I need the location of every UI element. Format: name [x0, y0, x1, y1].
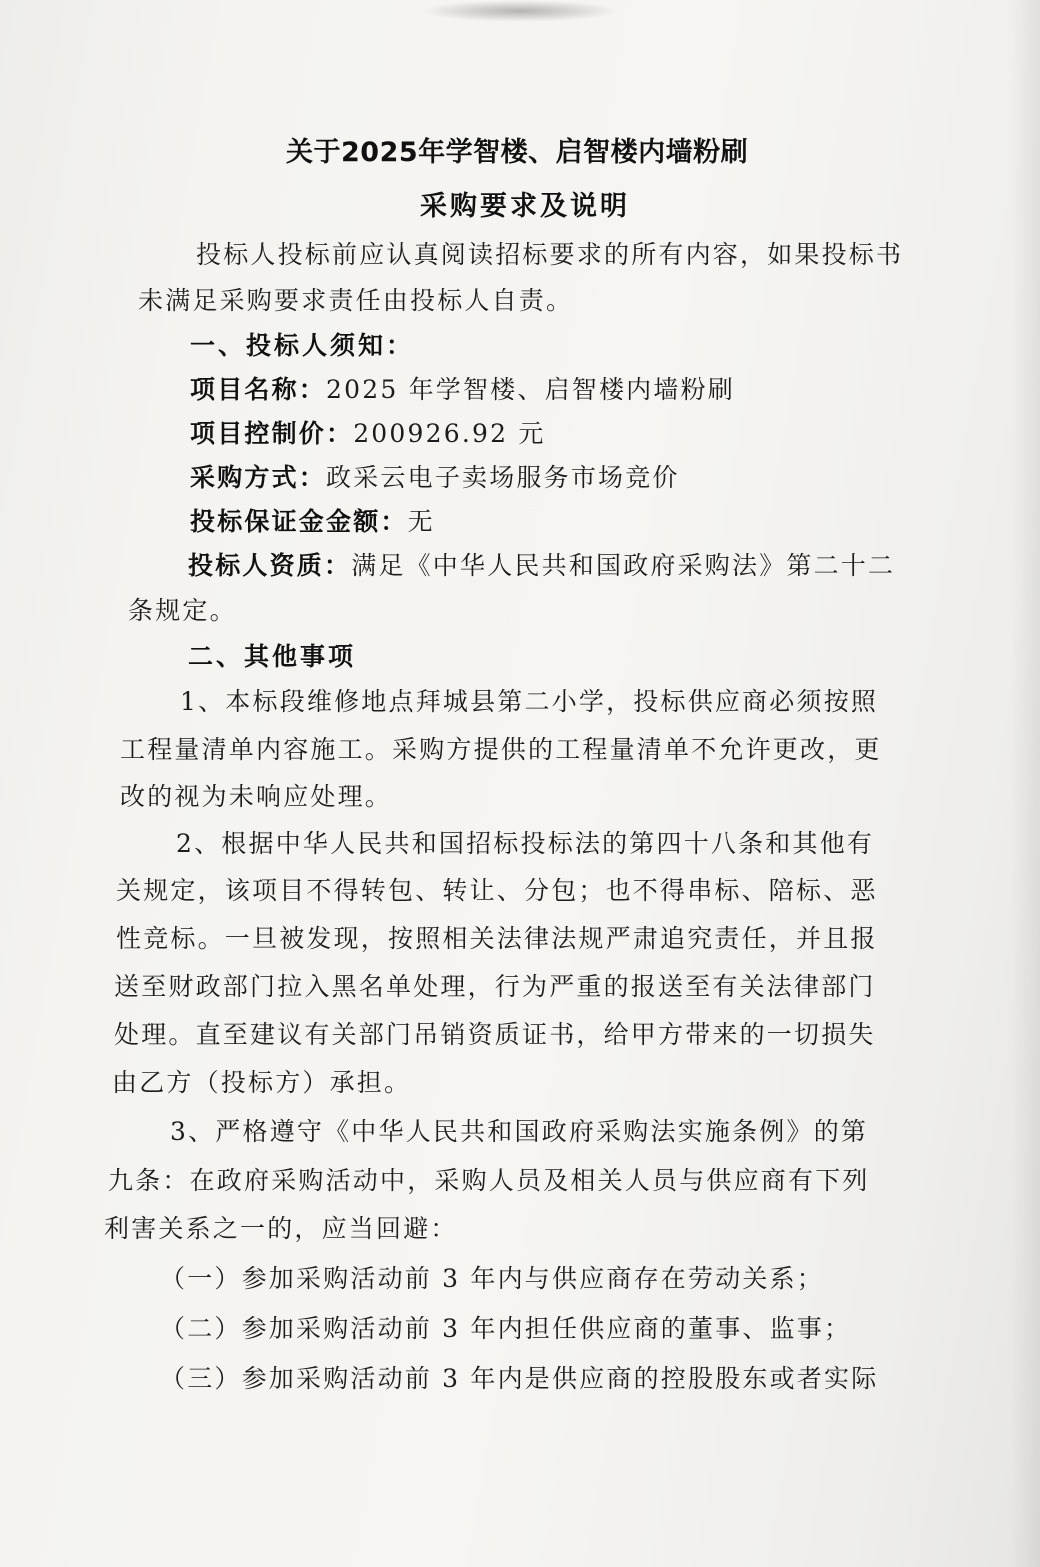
item3-line: 九条：在政府采购活动中，采购人员及相关人员与供应商有下列	[108, 1166, 870, 1195]
field-value: 政采云电子卖场服务市场竞价	[326, 463, 680, 492]
field-deposit	[190, 505, 435, 539]
item2-line: 关规定，该项目不得转包、转让、分包；也不得串标、陪标、恶	[116, 876, 878, 905]
item2-line: 性竞标。一旦被发现，按照相关法律法规严肃追究责任，并且报	[116, 924, 878, 953]
sub-item-line: （一）参加采购活动前 3 年内与供应商存在劳动关系；	[160, 1264, 825, 1293]
field-procurement-method	[190, 461, 680, 495]
sub-item-line: （二）参加采购活动前 3 年内担任供应商的董事、监事；	[160, 1314, 852, 1343]
item2-line: 处理。直至建议有关部门吊销资质证书，给甲方带来的一切损失	[114, 1020, 876, 1049]
item3-line: 3、严格遵守《中华人民共和国政府采购法实施条例》的第	[170, 1117, 869, 1146]
intro-line: 未满足采购要求责任由投标人自责。	[138, 286, 574, 315]
doc-title-line1: 关于2025年学智楼、启智楼内墙粉刷	[286, 137, 749, 168]
field-label: 投标人资质：	[188, 551, 352, 580]
field-value: 满足《中华人民共和国政府采购法》第二十二	[351, 551, 896, 580]
field-label: 投标保证金金额：	[190, 507, 408, 536]
field-label: 项目控制价：	[190, 419, 354, 448]
item3-line: 利害关系之一的，应当回避：	[104, 1214, 458, 1243]
item1-line: 1、本标段维修地点拜城县第二小学，投标供应商必须按照	[180, 687, 879, 716]
item2-line: 送至财政部门拉入黑名单处理，行为严重的报送至有关法律部门	[114, 972, 876, 1001]
field-value: 200926.92 元	[353, 419, 546, 448]
intro-line: 投标人投标前应认真阅读招标要求的所有内容，如果投标书	[196, 240, 904, 269]
field-label: 采购方式：	[190, 463, 327, 492]
field-value: 2025 年学智楼、启智楼内墙粉刷	[326, 375, 735, 404]
field-qualification-cont: 条规定。	[128, 596, 237, 625]
section-heading: 二、其他事项	[188, 642, 357, 671]
doc-title-line2: 采购要求及说明	[420, 191, 630, 222]
scan-smudge	[420, 0, 620, 22]
item1-line: 工程量清单内容施工。采购方提供的工程量清单不允许更改，更	[120, 735, 882, 764]
item2-line: 由乙方（投标方）承担。	[112, 1068, 412, 1097]
field-qualification	[188, 549, 895, 583]
field-control-price	[190, 417, 546, 451]
item1-line: 改的视为未响应处理。	[120, 782, 393, 811]
field-project-name	[190, 373, 735, 407]
section-heading: 一、投标人须知：	[190, 331, 415, 360]
sub-item-line: （三）参加采购活动前 3 年内是供应商的控股股东或者实际	[160, 1364, 879, 1393]
field-value: 无	[407, 507, 435, 536]
field-label: 项目名称：	[190, 375, 327, 404]
item2-line: 2、根据中华人民共和国招标投标法的第四十八条和其他有	[176, 829, 875, 858]
